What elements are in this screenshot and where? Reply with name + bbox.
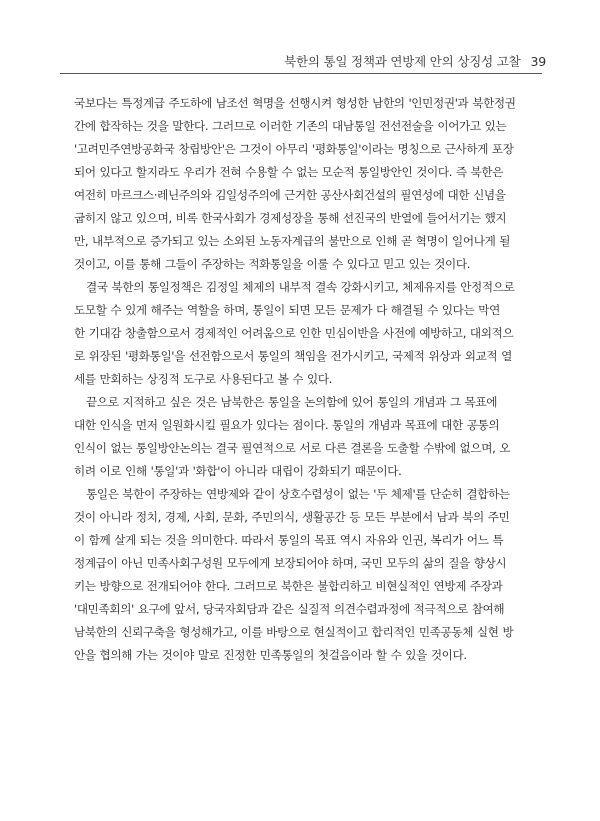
paragraph-line: 로 위장된 '평화통일'을 선전함으로서 통일의 책임을 전가시키고, 국제적 위상과 외교적 열 bbox=[74, 349, 512, 363]
paragraph-line: 것이 아니라 정치, 경제, 사회, 문화, 주민의식, 생활공간 등 모든 부분에서 남과 북의 주민 bbox=[74, 510, 510, 524]
running-header-title: 북한의 통일 정책과 연방제 안의 상징성 고찰 bbox=[284, 54, 521, 69]
body-text bbox=[74, 92, 536, 667]
running-header bbox=[284, 52, 546, 70]
paragraph-3 bbox=[74, 391, 536, 483]
paragraph-2 bbox=[74, 276, 536, 391]
paragraph-line: 남북한의 신뢰구축을 형성해가고, 이를 바탕으로 현실적이고 합리적인 민족공동체 실현 방 bbox=[74, 625, 514, 639]
paragraph-line: '대민족회의' 요구에 앞서, 당국자회담과 같은 실질적 의견수렴과정에 적극적으로 참여해 bbox=[74, 602, 505, 616]
paragraph-line: 인식이 없는 통일방안논의는 결국 필연적으로 서로 다른 결론을 도출할 수밖에 없으며, 오 bbox=[74, 441, 511, 455]
paragraph-line: 것이고, 이를 통해 그들이 주장하는 적화통일을 이룰 수 있다고 믿고 있는 것이다. bbox=[74, 257, 471, 271]
paragraph-line: 국보다는 특정계급 주도하에 남조선 혁명을 선행시켜 형성한 남한의 '인민정권'과 북한정권 bbox=[74, 96, 516, 110]
paragraph-line: 되어 있다고 할지라도 우리가 전혀 수용할 수 없는 모순적 통일방안인 것이다. 즉 북한은 bbox=[74, 165, 504, 179]
paragraph-line: 안을 협의해 가는 것이야 말로 진정한 민족통일의 첫걸음이라 할 수 있을 것이다. bbox=[74, 648, 467, 662]
paragraph-1 bbox=[74, 92, 536, 276]
paragraph-line: 대한 인식을 먼저 일원화시킬 필요가 있다는 점이다. 통일의 개념과 목표에 대한 공통의 bbox=[74, 418, 500, 432]
paragraph-line: 한 기대감 창출함으로서 경제적인 어려움으로 인한 민심이반을 사전에 예방하고, 대외적으 bbox=[74, 326, 514, 340]
paragraph-line: 굽히지 않고 있으며, 비록 한국사회가 경제성장을 통해 선진국의 반열에 들어서기는 했지 bbox=[74, 211, 507, 225]
paragraph-line: 여전히 마르크스·레닌주의와 김일성주의에 근거한 공산사회건설의 필연성에 대한 신념을 bbox=[74, 188, 506, 202]
page-number: 39 bbox=[530, 54, 546, 69]
paragraph-line: 간에 합작하는 것을 말한다. 그러므로 이러한 기존의 대남통일 전선전술을 이어가고 있는 bbox=[74, 119, 507, 133]
paragraph-line: 결국 북한의 통일정책은 김정일 체제의 내부적 결속 강화시키고, 체제유지를 안정적으로 bbox=[86, 280, 515, 294]
paragraph-line: 끝으로 지적하고 싶은 것은 남북한은 통일을 논의함에 있어 통일의 개념과 그 목표에 bbox=[86, 395, 498, 409]
paragraph-line: 세를 만회하는 상징적 도구로 사용된다고 볼 수 있다. bbox=[74, 372, 333, 386]
paragraph-line: 이 함께 살게 되는 것을 의미한다. 따라서 통일의 목표 역시 자유와 인권, 복리가 어느 특 bbox=[74, 533, 504, 547]
paragraph-line: 통일은 북한이 주장하는 연방제와 같이 상호수렴성이 없는 '두 체제'를 단순히 결합하는 bbox=[86, 487, 510, 501]
paragraph-line: 만, 내부적으로 증가되고 있는 소외된 노동자계급의 불만으로 인해 곧 혁명이 일어나게 될 bbox=[74, 234, 511, 248]
paragraph-line: 정계급이 아닌 민족사회구성원 모두에게 보장되어야 하며, 국민 모두의 삶의 질을 향상시 bbox=[74, 556, 507, 570]
paragraph-4 bbox=[74, 483, 536, 667]
header-divider bbox=[60, 73, 542, 74]
paragraph-line: 히려 이로 인해 '통일'과 '화합'이 아니라 대립이 강화되기 때문이다. bbox=[74, 464, 402, 478]
paragraph-line: 도모할 수 있게 해주는 역할을 하며, 통일이 되면 모든 문제가 다 해결될 수 있다는 막연 bbox=[74, 303, 500, 317]
paragraph-line: '고려민주연방공화국 창립방안'은 그것이 아무리 '평화통일'이라는 명칭으로 근사하게 포장 bbox=[74, 142, 514, 156]
paragraph-line: 키는 방향으로 전개되어야 한다. 그러므로 북한은 불합리하고 비현실적인 연방제 주장과 bbox=[74, 579, 503, 593]
